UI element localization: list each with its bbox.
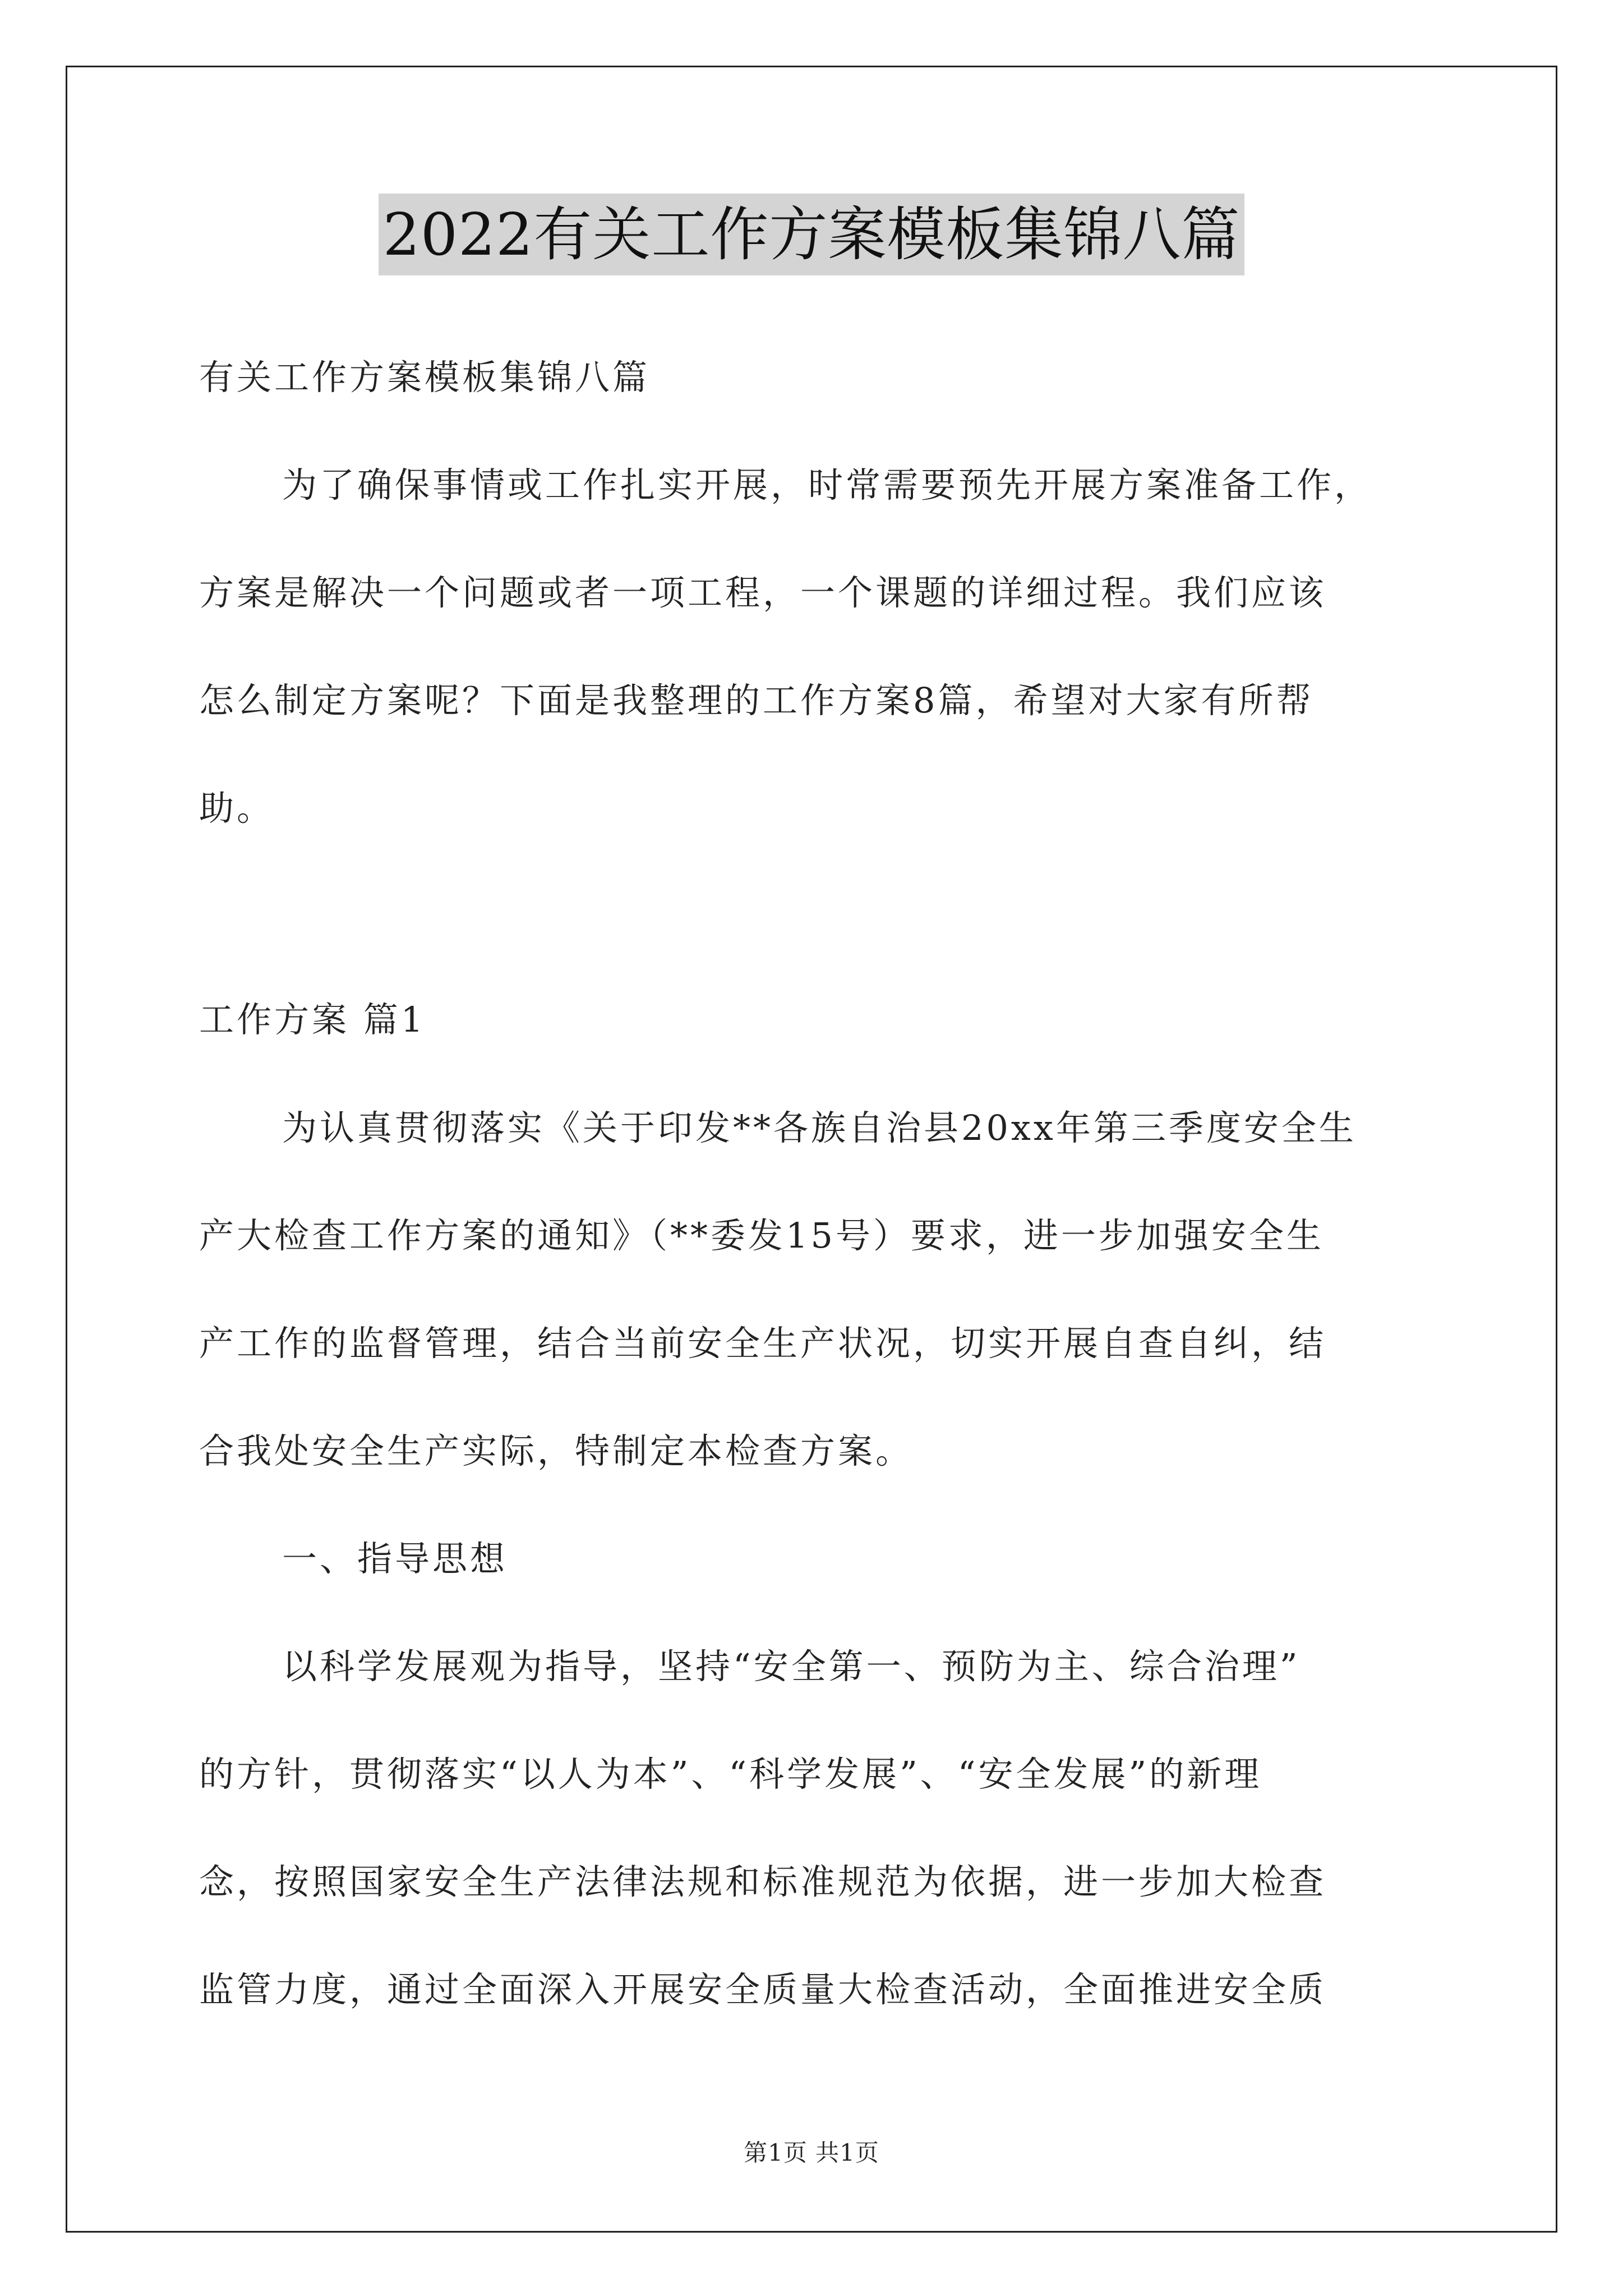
title-container — [0, 194, 1623, 275]
paragraph-line: 念，按照国家安全生产法律法规和标准规范为依据，进一步加大检查 — [199, 1861, 1327, 1902]
paragraph-line: 以科学发展观为指导，坚持“安全第一、预防为主、综合治理” — [282, 1646, 1301, 1687]
paragraph-line: 产工作的监督管理，结合当前安全生产状况，切实开展自查自纠，结 — [199, 1323, 1327, 1364]
paragraph-line: 怎么制定方案呢？下面是我整理的工作方案8篇，希望对大家有所帮 — [199, 680, 1314, 721]
document-title: 2022有关工作方案模板集锦八篇 — [379, 194, 1245, 275]
paragraph-line: 的方针，贯彻落实“以人为本”、“科学发展”、“安全发展”的新理 — [199, 1754, 1262, 1795]
paragraph-line: 为了确保事情或工作扎实开展，时常需要预先开展方案准备工作， — [282, 464, 1372, 505]
paragraph-line: 为认真贯彻落实《关于印发**各族自治县20xx年第三季度安全生 — [282, 1107, 1357, 1148]
subsection-heading: 一、指导思想 — [282, 1538, 508, 1579]
paragraph-line: 产大检查工作方案的通知》（**委发15号）要求，进一步加强安全生 — [199, 1215, 1324, 1256]
paragraph-line: 合我处安全生产实际，特制定本检查方案。 — [199, 1430, 914, 1471]
subtitle-line: 有关工作方案模板集锦八篇 — [199, 357, 651, 398]
paragraph-line: 助。 — [199, 788, 275, 829]
paragraph-line: 方案是解决一个问题或者一项工程，一个课题的详细过程。我们应该 — [199, 572, 1327, 613]
section-heading: 工作方案 篇1 — [199, 999, 426, 1040]
paragraph-line: 监管力度，通过全面深入开展安全质量大检查活动，全面推进安全质 — [199, 1969, 1327, 2010]
page-footer: 第1页 共1页 — [744, 2139, 879, 2166]
